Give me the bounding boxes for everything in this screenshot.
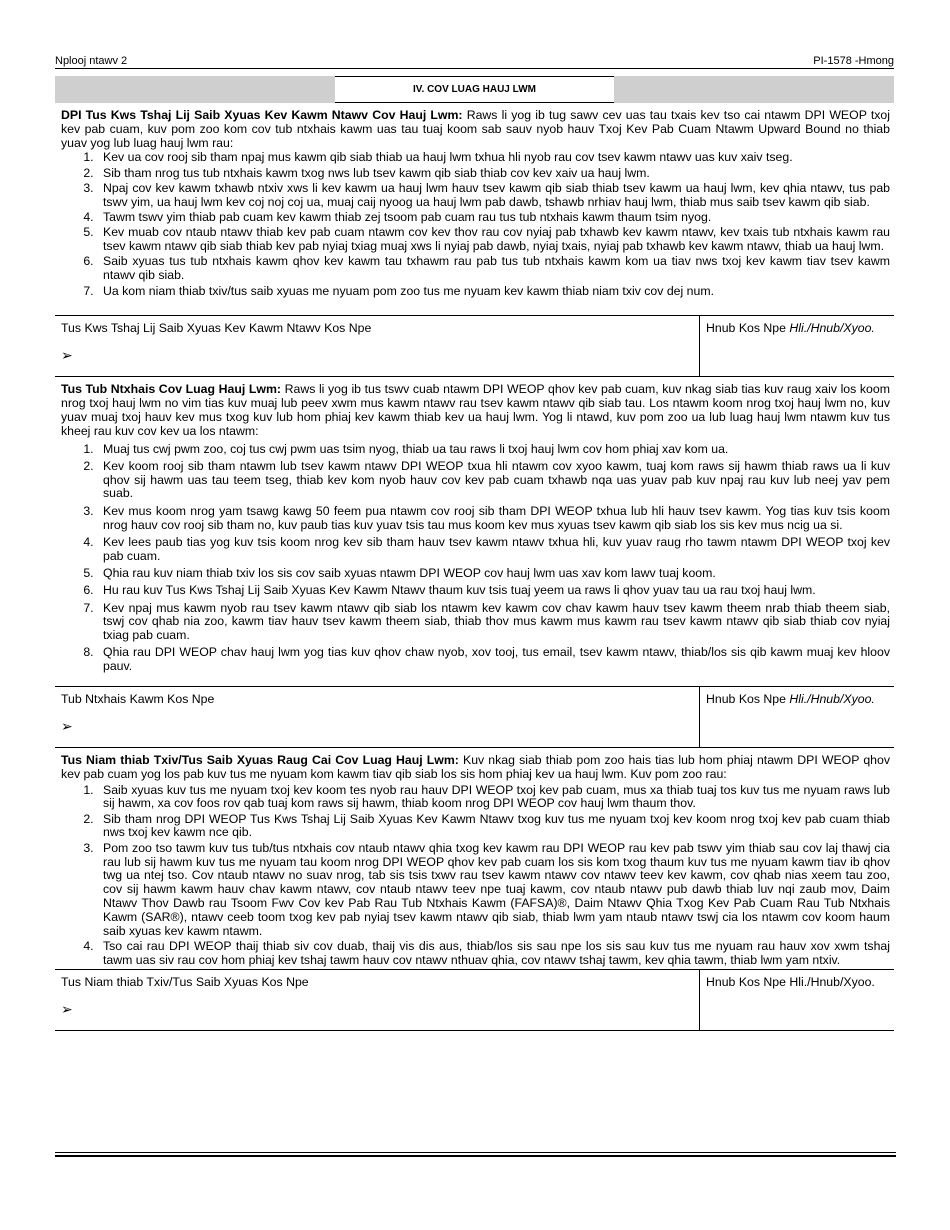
student-signature-label: Tub Ntxhais Kawm Kos Npe xyxy=(61,692,215,706)
student-lead: Tus Tub Ntxhais Cov Luag Hauj Lwm: xyxy=(61,382,281,397)
form-id: PI-1578 -Hmong xyxy=(813,55,894,67)
dpi-date-format: Hli./Hnub/Xyoo. xyxy=(789,321,875,336)
banner-shade-left xyxy=(55,76,335,103)
dpi-signature-label: Tus Kws Tshaj Lij Saib Xyuas Kev Kawm Ntawv Kos Npe xyxy=(61,321,372,336)
list-item: 3. Pom zoo tso tawm kuv tus tub/tus ntxhais cov ntaub ntawv qhia txog kev kawm rau DPI WEOP rau kev pab tswv yim thiab sau cov laj thawj cia rau lub sij hawm kuv tus me nyuam tau koom nrog DPI WEOP qhov kev pab cuam los sis kom txog thaum kuv tus me nyuam kawm tiav ib qhov twg ua ntej tso. Cov ntaub ntawv no suav nrog, tab sis tsis txwv rau tsev kawm ntawv cov ntawv teev kev kawm, cov qhab nias xeem tau zoo, cov sij hawm kawm hauv chav kawm ntawv, cov ntaub ntawv teev npe tuaj kawm, cov ntaub ntawv pub dawb thiab luv nqi zaub mov, Daim Ntawv Thov Dawb rau Tsoom Fwv Cov kev Pab Rau Tub Ntxhais Kawm (FAFSA)®, Daim Ntawv Qhia Txog Kev Pab Cuam Rau Tub Ntxhais Kawm (SAR®), ntawv ceeb toom txog kev pab nyiaj tsev kawm ntawv qib siab, thiab lwm yam ntaub ntawv tswj cia los ntawm cov koom haum saib xyuas kev kawm ntawm. xyxy=(97,842,890,939)
list-item: 2. Sib tham nrog tus tub ntxhais kawm txog nws lub tsev kawm qib siab thiab cov kev xaiv ua hauj lwm. xyxy=(97,167,890,181)
dpi-responsibilities xyxy=(55,103,894,298)
parent-signature-block xyxy=(55,969,894,1031)
student-responsibilities xyxy=(55,377,894,674)
list-item: 1. Muaj tus cwj pwm zoo, coj tus cwj pwm uas tsim nyog, thiab ua tau raws li txoj hauj lwm cov hom phiaj xav kom ua. xyxy=(97,443,890,457)
page-number: Nplooj ntawv 2 xyxy=(55,55,128,67)
dpi-date-field[interactable] xyxy=(700,316,894,376)
parent-date-field[interactable] xyxy=(700,970,894,1030)
student-intro: Raws li yog ib tus tswv cuab ntawm DPI WEOP qhov kev pab cuam, kuv nkag siab tias kuv raug xaiv los koom nrog txoj hauj lwm no vim tias kuv muaj lub peev xwm mus kawm ntawv rau tsev kawm ntawv qib siab tau. Los ntawm koom nrog txoj hauj lwm no, kuv yuav muaj txoj hauv kev mus txog kuv lub hom phiaj kev kawm thiab kev ua hauj lwm. Yog li ntawd, kuv pom zoo ua lub luag hauj lwm ntawm kuv tus kheej rau kuv cov kev ua los ntawm: xyxy=(61,382,890,438)
list-item: 3. Kev mus koom nrog yam tsawg kawg 50 feem pua ntawm cov rooj sib tham DPI WEOP txhua lub hli hauv tsev kawm. Yog tias kuv tsis koom nrog hauv cov rooj sib tham no, kuv paub tias kuv yuav tsis tau mus koom kev mus xyuas tsev kawm qib siab los sis kev mus ncig ua si. xyxy=(97,505,890,533)
list-item: 6. Saib xyuas tus tub ntxhais kawm qhov kev kawm tau txhawm rau pab tus tub ntxhais kawm kom ua tiav nws txoj kev kawm tiav tsev kawm ntawv qib siab. xyxy=(97,255,890,283)
student-date-field[interactable] xyxy=(700,687,894,747)
parent-date-label: Hnub Kos Npe Hli./Hnub/Xyoo. xyxy=(706,975,875,990)
student-signature-field[interactable] xyxy=(55,687,700,747)
bottom-divider xyxy=(55,1152,896,1157)
student-date-format: Hli./Hnub/Xyoo. xyxy=(789,692,875,706)
list-item: 4. Tawm tswv yim thiab pab cuam kev kawm thiab zej tsoom pab cuam rau tus tub ntxhais kawm thaum tsim nyog. xyxy=(97,211,890,225)
list-item: 4. Kev lees paub tias yog kuv tsis koom nrog kev sib tham hauv tsev kawm ntawv txhua hli, kuv yuav raug rho tawm ntawm DPI WEOP txoj kev pab cuam. xyxy=(97,536,890,564)
parent-responsibilities xyxy=(55,748,894,967)
list-item: 4. Tso cai rau DPI WEOP thaij thiab siv cov duab, thaij vis dis aus, thiab/los sis sau npe los sis sau kuv tus me nyuam rau hauv xov xwm tshaj tawm uas siv rau cov hom phiaj kev tshaj tawm hauv cov ntawv nthuav qhia, cov ntawv tshaj tawm, kev qhia tawm, thiab lwm yam ntxiv. xyxy=(97,940,890,968)
list-item: 8. Qhia rau DPI WEOP chav hauj lwm yog tias kuv qhov chaw nyob, xov tooj, tus email, tsev kawm ntawv, thiab/los sis qib kawm muaj kev hloov pauv. xyxy=(97,646,890,674)
student-date-label: Hnub Kos Npe xyxy=(706,692,786,706)
dpi-date-label: Hnub Kos Npe xyxy=(706,321,786,336)
arrow-icon: ➢ xyxy=(61,1001,73,1018)
list-item: 7. Kev npaj mus kawm nyob rau tsev kawm ntawv qib siab los ntawm kev kawm cov chav kawm hauv tsev kawm theem nrab thiab theem siab, tswj cov qhab nia zoo, kawm tiav hauv tsev kawm theem siab, thiab thov mus kawm mus kawm rau tsev kawm ntawv qib siab thiab cov nyiaj txiag pab cuam. xyxy=(97,602,890,643)
student-list xyxy=(61,443,890,674)
section-title: IV. COV LUAG HAUJ LWM xyxy=(335,76,614,103)
page-header xyxy=(55,54,894,69)
dpi-signature-block xyxy=(55,315,894,377)
dpi-lead: DPI Tus Kws Tshaj Lij Saib Xyuas Kev Kawm Ntawv Cov Hauj Lwm: xyxy=(61,108,463,122)
list-item: 2. Kev koom rooj sib tham ntawm lub tsev kawm ntawv DPI WEOP txua hli ntawm cov xyoo kawm, tuaj kom raws sij hawm thiab raws ua li kuv qhov sij hawm uas tau teem tseg, thiab kev kom nyob hauv cov kev pab cuam txhawb nqa uas yuav pab kuv npaj rau kuv lub neej yav pem suab. xyxy=(97,460,890,501)
banner-shade-right xyxy=(614,76,894,103)
list-item: 3. Npaj cov kev kawm txhawb ntxiv xws li kev kawm ua hauj lwm hauv tsev kawm qib siab thiab tsev kawm ua hauj lwm, kev qhia ntawv, tus pab tswv yim, ua hauj lwm kev coj noj coj ua, muaj caij nyoog ua hauj lwm pab dawb, tshawb nrhiav hauj lwm, thiab mus saib tsev kawm qib siab. xyxy=(97,182,890,210)
arrow-icon: ➢ xyxy=(61,718,73,734)
student-signature-block xyxy=(55,686,894,748)
list-item: 6. Hu rau kuv Tus Kws Tshaj Lij Saib Xyuas Kev Kawm Ntawv thaum kuv tsis tuaj yeem ua raws li qhov yuav tau ua rau txoj hauj lwm. xyxy=(97,584,890,598)
section-banner xyxy=(55,76,894,103)
dpi-signature-field[interactable] xyxy=(55,316,700,376)
parent-list xyxy=(61,784,890,968)
list-item: 1. Kev ua cov rooj sib tham npaj mus kawm qib siab thiab ua hauj lwm txhua hli nyob rau cov tsev kawm ntawv uas kuv xaiv tseg. xyxy=(97,151,890,165)
dpi-list xyxy=(61,151,890,298)
list-item: 1. Saib xyuas kuv tus me nyuam txoj kev koom tes nyob rau hauv DPI WEOP txoj kev pab cuam, mus xa thiab tuaj tos kuv tus me nyuam raws lub sij hawm, xa cov foos rov qab tuaj kom raws sij hawm, thiab koom nrog DPI WEOP cov hauj lwm thaum thov. xyxy=(97,784,890,812)
list-item: 2. Sib tham nrog DPI WEOP Tus Kws Tshaj Lij Saib Xyuas Kev Kawm Ntawv txog kuv tus me nyuam txoj kev koom nrog txoj kev pab cuam thiab nws txoj kev kawm nce qib. xyxy=(97,813,890,841)
arrow-icon: ➢ xyxy=(61,347,73,364)
parent-signature-label: Tus Niam thiab Txiv/Tus Saib Xyuas Kos Npe xyxy=(61,975,309,990)
form-page xyxy=(55,54,894,1031)
parent-intro: Kuv nkag siab thiab pom zoo hais tias lub hom phiaj ntawm DPI WEOP qhov kev pab cuam yog los pab kuv tus me nyuam kom kawm tiav qib siab los sis hom phiaj kev ua hauj lwm. Kuv pom zoo rau: xyxy=(61,753,890,781)
list-item: 5. Qhia rau kuv niam thiab txiv los sis cov saib xyuas ntawm DPI WEOP cov hauj lwm uas xav kom lawv tuaj koom. xyxy=(97,567,890,581)
parent-lead: Tus Niam thiab Txiv/Tus Saib Xyuas Raug Cai Cov Luag Hauj Lwm: xyxy=(61,753,459,767)
list-item: 7. Ua kom niam thiab txiv/tus saib xyuas me nyuam pom zoo tus me nyuam kev kawm thiab niam txiv cov dej num. xyxy=(97,285,890,299)
dpi-intro: Raws li yog ib tug sawv cev uas tau txais kev tso cai ntawm DPI WEOP txoj kev pab cuam, kuv pom zoo kom cov tub ntxhais kawm uas tau tuaj koom sab sauv nyob hauv Txoj Kev Pab Cuam Ntawm Upward Bound no thiab yuav yog lub luag hauj lwm rau: xyxy=(61,108,890,150)
list-item: 5. Kev muab cov ntaub ntawv thiab kev pab cuam ntawm cov kev thov rau cov nyiaj pab txhawb kev kawm ntawv, kev txais tub ntxhais kawm rau tsev kawm ntawv qib siab thiab kev pab nyiaj txiag muaj xws li nyiaj pab dawb, nyiaj txais, nyiaj pab txhawb kev kawm ntawv, thiab ua hauj lwm. xyxy=(97,226,890,254)
parent-signature-field[interactable] xyxy=(55,970,700,1030)
